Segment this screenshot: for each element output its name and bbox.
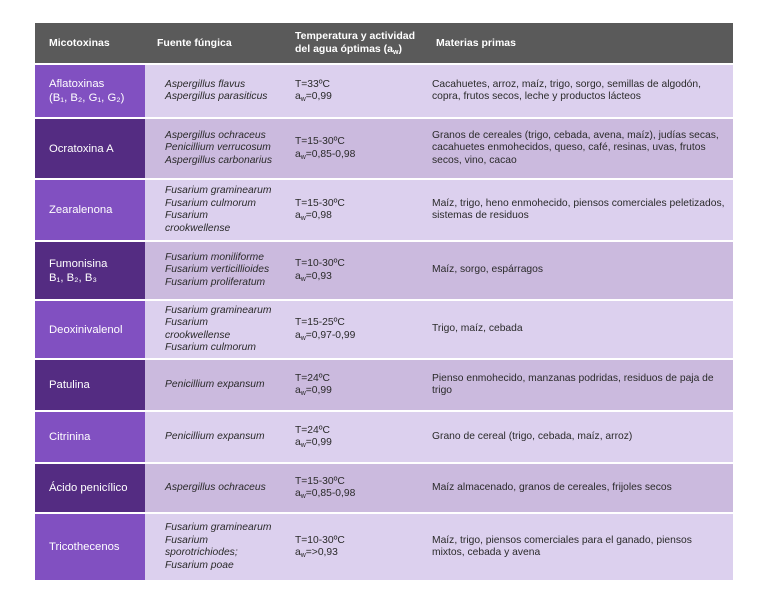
temperatura-actividad: [283, 299, 424, 358]
materias-primas: Granos de cereales (trigo, cebada, avena, maíz), judías secas, cacahuetes enmohecidos, queso, café, resinas, uvas, frutos secos, vino, cacao: [424, 117, 733, 178]
table-row: [35, 299, 733, 358]
header-temp-line1: Temperatura y actividad: [295, 30, 416, 42]
temperatura-actividad: [283, 462, 424, 512]
micotoxina-name-line: (B₁, B₂, G₁, G₂): [49, 92, 125, 104]
micotoxina-name: [35, 117, 145, 178]
fuente-fungica: [145, 358, 283, 410]
fuente-fungica: [145, 117, 283, 178]
table-row: [35, 462, 733, 512]
fungus-name: Fusarium culmorum: [165, 197, 256, 209]
water-activity-value: $a_w=0,99$: [295, 385, 332, 397]
micotoxina-name: [35, 299, 145, 358]
fungus-name: Aspergillus parasiticus: [165, 91, 268, 102]
temperature-value: T=15-25ºC: [295, 317, 345, 328]
mycotoxin-table: [35, 23, 733, 580]
fungus-name: Fusarium moniliforme: [165, 251, 264, 263]
micotoxina-name: [35, 410, 145, 462]
fungus-name: Fusarium proliferatum: [165, 276, 266, 288]
water-activity-value: $a_w=0,85-0,98$: [295, 148, 356, 161]
temperature-value: T=33ºC: [295, 78, 330, 90]
materias-primas: Trigo, maíz, cebada: [424, 299, 733, 358]
temperature-value: T=15-30ºC: [295, 197, 345, 209]
table-row: [35, 410, 733, 462]
fungus-name: Aspergillus ochraceus: [165, 129, 266, 141]
micotoxina-name-line: Tricothecenos: [49, 541, 120, 553]
materias-primas: Maíz, trigo, piensos comerciales para el ganado, piensos mixtos, cebada y avena: [424, 512, 733, 580]
temperature-value: T=24ºC: [295, 372, 330, 384]
fuente-fungica: [145, 178, 283, 240]
fungus-name: Penicillium expansum: [165, 378, 265, 390]
materias-primas: Maíz, trigo, heno enmohecido, piensos comerciales peletizados, sistemas de residuos: [424, 178, 733, 240]
table-body: [35, 63, 733, 580]
header-fuente: Fuente fúngica: [145, 23, 283, 63]
header-row: [35, 23, 733, 63]
materias-primas: Maíz almacenado, granos de cereales, frijoles secos: [424, 462, 733, 512]
fungus-name: Fusarium graminearum: [165, 304, 272, 316]
micotoxina-name-line: Deoxinivalenol: [49, 323, 123, 336]
water-activity-value: $a_w=>0,93$: [295, 547, 338, 559]
table-row: [35, 63, 733, 117]
header-temperatura: [283, 23, 424, 63]
table-row: [35, 178, 733, 240]
header-temp-line2: del agua óptimas $(a_w)$: [295, 43, 402, 56]
header-micotoxinas: Micotoxinas: [35, 23, 145, 63]
temperatura-actividad: [283, 512, 424, 580]
temperature-value: T=15-30ºC: [295, 136, 345, 147]
fungus-name: Fusarium crookwellense: [165, 210, 231, 234]
micotoxina-name-line: Patulina: [49, 379, 90, 391]
materias-primas: Maíz, sorgo, espárragos: [424, 240, 733, 299]
fungus-name: Fusarium sporotrichiodes;: [165, 534, 238, 558]
temperatura-actividad: [283, 63, 424, 117]
temperatura-actividad: [283, 240, 424, 299]
table-row: [35, 240, 733, 299]
micotoxina-name: [35, 178, 145, 240]
temperatura-actividad: [283, 410, 424, 462]
header-materias: Materias primas: [424, 23, 733, 63]
fungus-name: Fusarium verticillioides: [165, 264, 270, 276]
micotoxina-name: [35, 358, 145, 410]
temperature-value: T=10-30ºC: [295, 534, 345, 546]
fuente-fungica: [145, 410, 283, 462]
micotoxina-name: [35, 63, 145, 117]
mycotoxin-table-wrapper: [35, 23, 733, 580]
water-activity-value: $a_w=0,98$: [295, 210, 332, 222]
fuente-fungica: [145, 240, 283, 299]
temperatura-actividad: [283, 358, 424, 410]
temperature-value: T=24ºC: [295, 424, 330, 436]
table-row: [35, 117, 733, 178]
fungus-name: Fusarium graminearum: [165, 522, 272, 533]
fuente-fungica: [145, 63, 283, 117]
fungus-name: Aspergillus flavus: [165, 78, 246, 90]
micotoxina-name-line: Ácido penicílico: [49, 482, 128, 494]
fuente-fungica: [145, 462, 283, 512]
table-row: [35, 512, 733, 580]
micotoxina-name: [35, 240, 145, 299]
table-row: [35, 358, 733, 410]
micotoxina-name-line: B₁, B₂, B₃: [49, 271, 97, 284]
temperatura-actividad: [283, 117, 424, 178]
materias-primas: Pienso enmohecido, manzanas podridas, residuos de paja de trigo: [424, 358, 733, 410]
micotoxina-name-line: Ocratoxina A: [49, 142, 114, 155]
fungus-name: Penicillium verrucosum: [165, 142, 271, 154]
micotoxina-name-line: Citrinina: [49, 431, 91, 443]
water-activity-value: $a_w=0,99$: [295, 437, 332, 449]
fungus-name: Fusarium poae: [165, 559, 234, 571]
fungus-name: Aspergillus carbonarius: [165, 154, 273, 166]
fuente-fungica: [145, 299, 283, 358]
micotoxina-name: [35, 462, 145, 512]
water-activity-value: $a_w=0,93$: [295, 270, 332, 283]
fungus-name: Fusarium culmorum: [165, 342, 256, 353]
micotoxina-name-line: Aflatoxinas: [49, 78, 105, 90]
micotoxina-name: [35, 512, 145, 580]
fungus-name: Fusarium crookwellense: [165, 317, 231, 341]
temperature-value: T=15-30ºC: [295, 475, 345, 487]
fuente-fungica: [145, 512, 283, 580]
water-activity-value: $a_w=0,97-0,99$: [295, 329, 356, 342]
micotoxina-name-line: Zearalenona: [49, 204, 113, 216]
materias-primas: Grano de cereal (trigo, cebada, maíz, arroz): [424, 410, 733, 462]
water-activity-value: $a_w=0,85-0,98$: [295, 488, 356, 500]
fungus-name: Fusarium graminearum: [165, 185, 272, 196]
materias-primas: Cacahuetes, arroz, maíz, trigo, sorgo, semillas de algodón, copra, frutos secos, leche y productos lácteos: [424, 63, 733, 117]
fungus-name: Aspergillus ochraceus: [165, 481, 266, 493]
temperature-value: T=10-30ºC: [295, 258, 345, 269]
micotoxina-name-line: Fumonisina: [49, 257, 108, 270]
fungus-name: Penicillium expansum: [165, 430, 265, 442]
water-activity-value: $a_w=0,99$: [295, 91, 332, 103]
temperatura-actividad: [283, 178, 424, 240]
